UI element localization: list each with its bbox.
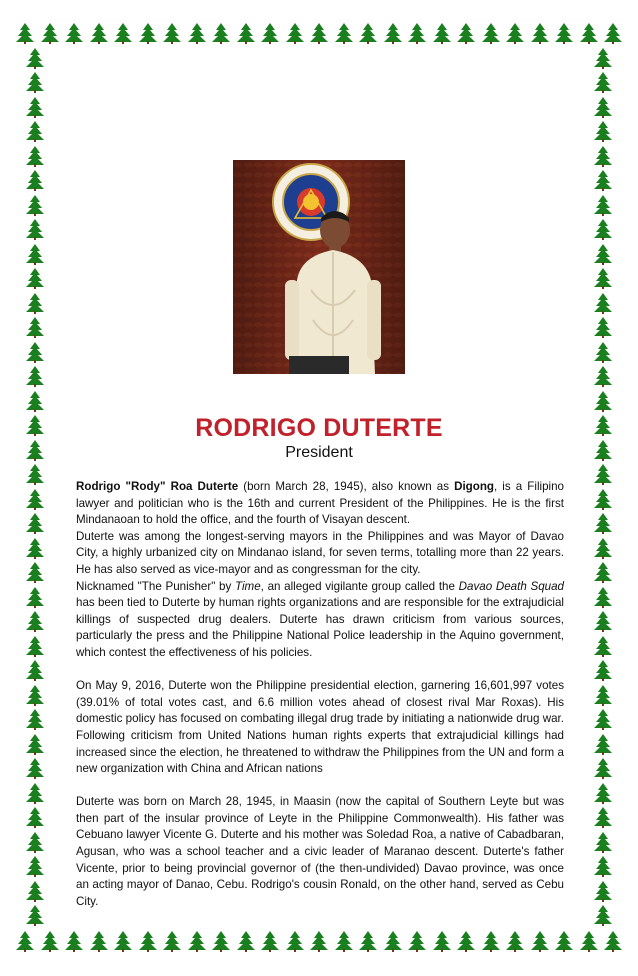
- bio-paragraph-early-life: Duterte was born on March 28, 1945, in Maasin (now the capital of Southern Leyte but was then part of the insular province of Leyte in the Philippine Commonwealth). His father was Cebuano lawyer Vicente G. Duterte and his mother was Soledad Roa, a native of Cabadbaran, Agusan, who was a school teacher and a civic leader of Maranao descent. Duterte's father Vicente, prior to being provincial governor of (the then-undivided) Davao province, was once an acting mayor of Danao, Cebu. Rodrigo's cousin Ronald, on the other hand, served as Cebu City.: [76, 795, 564, 908]
- biography-text: [76, 479, 564, 910]
- christmas-tree-icon: [592, 733, 614, 755]
- christmas-tree-icon: [24, 390, 46, 412]
- christmas-tree-icon: [24, 733, 46, 755]
- christmas-tree-icon: [24, 904, 46, 926]
- christmas-tree-icon: [24, 708, 46, 730]
- christmas-tree-icon: [529, 22, 551, 44]
- christmas-tree-icon: [284, 22, 306, 44]
- punisher-text-b: , an alleged vigilante group called the: [260, 579, 459, 593]
- christmas-tree-icon: [455, 22, 477, 44]
- christmas-tree-icon: [592, 537, 614, 559]
- christmas-tree-icon: [259, 930, 281, 952]
- christmas-tree-icon: [553, 930, 575, 952]
- paragraph-gap: [76, 778, 564, 795]
- christmas-tree-icon: [578, 930, 600, 952]
- punisher-text-a: Nicknamed "The Punisher" by: [76, 579, 235, 593]
- christmas-tree-icon: [24, 365, 46, 387]
- christmas-tree-icon: [24, 47, 46, 69]
- christmas-tree-icon: [137, 930, 159, 952]
- christmas-tree-icon: [592, 488, 614, 510]
- christmas-tree-icon: [308, 22, 330, 44]
- christmas-tree-icon: [39, 930, 61, 952]
- christmas-tree-icon: [592, 47, 614, 69]
- christmas-tree-icon: [210, 930, 232, 952]
- christmas-tree-icon: [235, 22, 257, 44]
- christmas-tree-icon: [592, 610, 614, 632]
- christmas-tree-icon: [24, 341, 46, 363]
- christmas-tree-icon: [504, 930, 526, 952]
- christmas-tree-icon: [14, 22, 36, 44]
- time-magazine-italic: Time: [234, 579, 261, 593]
- christmas-tree-icon: [592, 71, 614, 93]
- christmas-tree-icon: [333, 930, 355, 952]
- person-name: RODRIGO DUTERTE: [195, 414, 443, 442]
- christmas-tree-icon: [455, 930, 477, 952]
- christmas-tree-icon: [308, 930, 330, 952]
- christmas-tree-icon: [24, 684, 46, 706]
- christmas-tree-icon: [112, 22, 134, 44]
- christmas-tree-icon: [24, 610, 46, 632]
- christmas-tree-icon: [186, 930, 208, 952]
- christmas-tree-icon: [592, 120, 614, 142]
- christmas-tree-icon: [431, 930, 453, 952]
- christmas-tree-icon: [480, 930, 502, 952]
- christmas-tree-icon: [357, 22, 379, 44]
- christmas-tree-icon: [24, 71, 46, 93]
- christmas-tree-icon: [24, 96, 46, 118]
- christmas-tree-icon: [24, 586, 46, 608]
- christmas-tree-icon: [504, 22, 526, 44]
- christmas-tree-icon: [431, 22, 453, 44]
- christmas-tree-icon: [24, 880, 46, 902]
- christmas-tree-icon: [14, 930, 36, 952]
- bio-paragraph-election: On May 9, 2016, Duterte won the Philippine presidential election, garnering 16,601,997 votes (39.01% of total votes cast, and 6.6 million votes ahead of closest rival Mar Roxas). His domestic policy has focused on combating illegal drug trade by initiating a nationwide drug war. Following criticism from United Nations human rights experts that extrajudicial killings had increased since the election, he threatened to withdraw the Philippines from the UN and form a new organization with China and African nations: [76, 679, 564, 776]
- christmas-tree-icon: [24, 292, 46, 314]
- christmas-tree-icon: [24, 243, 46, 265]
- christmas-tree-icon: [592, 708, 614, 730]
- christmas-tree-icon: [592, 365, 614, 387]
- christmas-tree-icon: [592, 855, 614, 877]
- christmas-tree-icon: [24, 145, 46, 167]
- christmas-tree-icon: [88, 930, 110, 952]
- christmas-tree-icon: [63, 22, 85, 44]
- christmas-tree-icon: [592, 463, 614, 485]
- christmas-tree-icon: [602, 930, 624, 952]
- christmas-tree-icon: [112, 930, 134, 952]
- christmas-tree-icon: [161, 22, 183, 44]
- christmas-tree-icon: [592, 218, 614, 240]
- christmas-tree-icon: [592, 659, 614, 681]
- intro-text-b: , is a Filipino lawyer and politician who is the 16th and current President of the Philippines. He is the first Mindanaoan to hold the office, and the fourth of Visayan descent.: [76, 480, 565, 527]
- christmas-tree-icon: [210, 22, 232, 44]
- christmas-tree-icon: [24, 659, 46, 681]
- christmas-tree-icon: [592, 390, 614, 412]
- christmas-tree-icon: [333, 22, 355, 44]
- christmas-tree-icon: [24, 757, 46, 779]
- christmas-tree-icon: [24, 463, 46, 485]
- christmas-tree-icon: [24, 267, 46, 289]
- christmas-tree-icon: [24, 561, 46, 583]
- christmas-tree-icon: [284, 930, 306, 952]
- christmas-tree-icon: [39, 22, 61, 44]
- christmas-tree-icon: [24, 806, 46, 828]
- christmas-tree-icon: [592, 831, 614, 853]
- christmas-tree-icon: [592, 561, 614, 583]
- christmas-tree-icon: [592, 341, 614, 363]
- portrait-illustration: [233, 160, 405, 374]
- christmas-tree-icon: [24, 488, 46, 510]
- christmas-tree-icon: [406, 930, 428, 952]
- christmas-tree-icon: [592, 757, 614, 779]
- christmas-tree-icon: [24, 316, 46, 338]
- christmas-tree-icon: [406, 22, 428, 44]
- christmas-tree-icon: [592, 96, 614, 118]
- christmas-tree-icon: [24, 169, 46, 191]
- christmas-tree-icon: [592, 194, 614, 216]
- intro-text-a: (born March 28, 1945), also known as: [238, 480, 455, 493]
- christmas-tree-icon: [592, 880, 614, 902]
- christmas-tree-icon: [24, 218, 46, 240]
- person-position: President: [285, 444, 353, 461]
- christmas-tree-icon: [592, 806, 614, 828]
- christmas-tree-icon: [357, 930, 379, 952]
- christmas-tree-icon: [592, 904, 614, 926]
- christmas-tree-icon: [529, 930, 551, 952]
- christmas-tree-icon: [24, 855, 46, 877]
- christmas-tree-icon: [578, 22, 600, 44]
- christmas-tree-icon: [592, 316, 614, 338]
- nickname-bold: Digong: [454, 480, 494, 493]
- bio-paragraph-intro: [76, 479, 564, 529]
- christmas-tree-icon: [63, 930, 85, 952]
- christmas-tree-icon: [592, 586, 614, 608]
- christmas-tree-icon: [137, 22, 159, 44]
- christmas-tree-icon: [592, 145, 614, 167]
- christmas-tree-icon: [24, 512, 46, 534]
- christmas-tree-icon: [24, 831, 46, 853]
- christmas-tree-icon: [24, 635, 46, 657]
- bio-paragraph-punisher: [76, 579, 564, 662]
- paragraph-gap: [76, 662, 564, 679]
- full-name-bold: Rodrigo "Rody" Roa Duterte: [76, 480, 239, 493]
- christmas-tree-icon: [592, 684, 614, 706]
- christmas-tree-icon: [186, 22, 208, 44]
- death-squad-italic: Davao Death Squad: [458, 579, 564, 593]
- bio-paragraph-mayor: Duterte was among the longest-serving mayors in the Philippines and was Mayor of Davao City, a highly urbanized city on Mindanao island, for seven terms, totalling more than 22 years. He has also served as vice-mayor and as congressman for the city.: [76, 529, 564, 576]
- christmas-tree-icon: [235, 930, 257, 952]
- christmas-tree-icon: [382, 930, 404, 952]
- christmas-tree-icon: [592, 169, 614, 191]
- christmas-tree-icon: [24, 194, 46, 216]
- christmas-tree-icon: [592, 635, 614, 657]
- christmas-tree-icon: [24, 537, 46, 559]
- christmas-tree-icon: [382, 22, 404, 44]
- christmas-tree-icon: [592, 292, 614, 314]
- christmas-tree-icon: [480, 22, 502, 44]
- christmas-tree-icon: [24, 782, 46, 804]
- christmas-tree-icon: [553, 22, 575, 44]
- christmas-tree-icon: [161, 930, 183, 952]
- christmas-tree-icon: [88, 22, 110, 44]
- christmas-tree-icon: [592, 243, 614, 265]
- christmas-tree-icon: [592, 512, 614, 534]
- christmas-tree-icon: [259, 22, 281, 44]
- christmas-tree-icon: [592, 782, 614, 804]
- president-portrait-photo: [233, 160, 405, 374]
- christmas-tree-icon: [602, 22, 624, 44]
- christmas-tree-icon: [592, 267, 614, 289]
- christmas-tree-icon: [24, 120, 46, 142]
- punisher-text-c: has been tied to Duterte by human rights organizations and are responsible for the extrajudicial killings of suspected drug dealers. Duterte has drawn criticism from various sources, particularly the press and the Philippine National Police leadership in the Aquino government, which contest the effectiveness of his policies.: [76, 596, 564, 659]
